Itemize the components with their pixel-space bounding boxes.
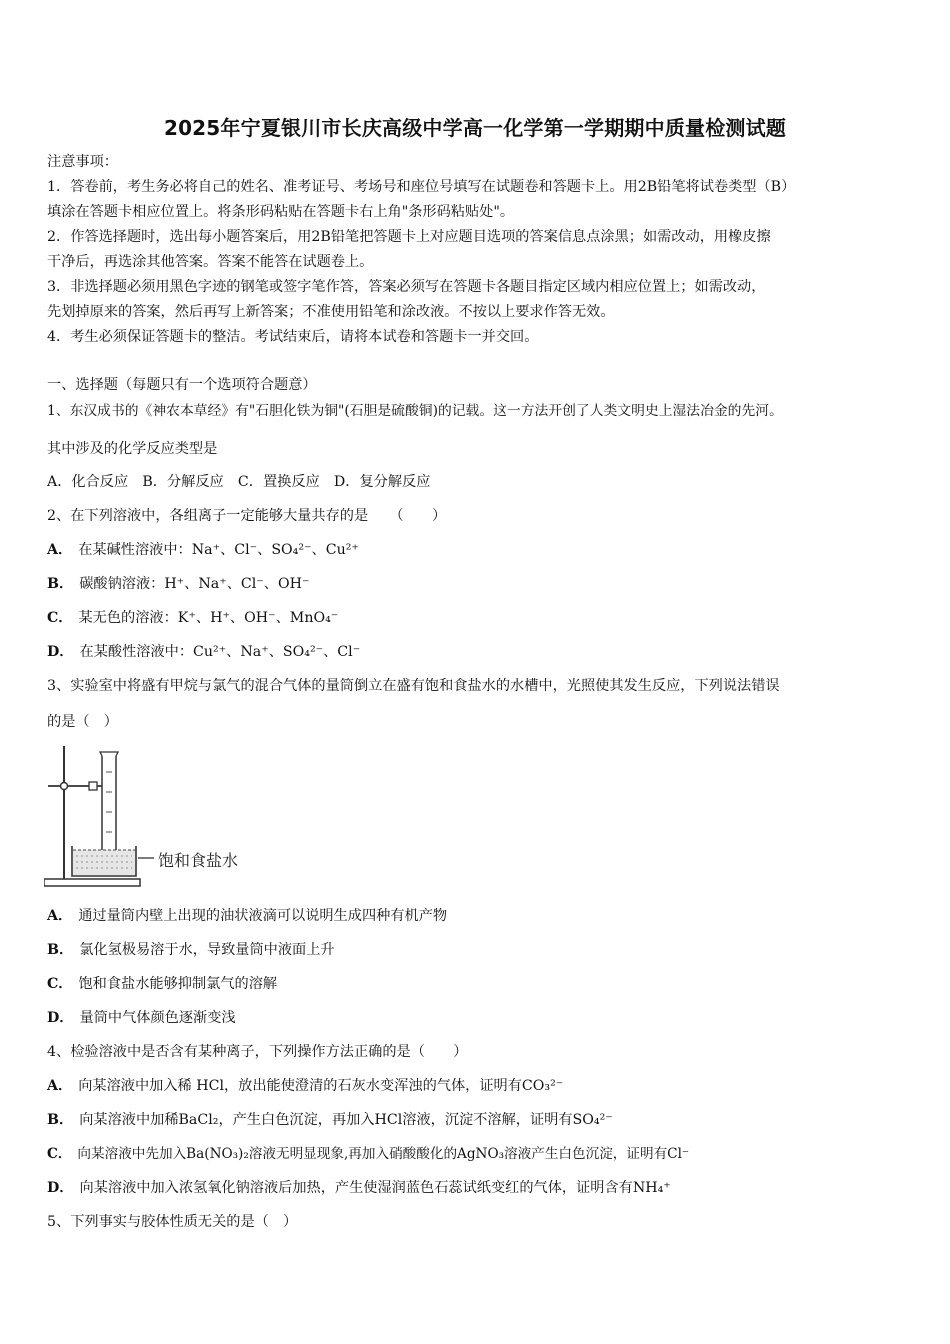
question-3-option-c bbox=[47, 975, 917, 993]
question-2-option-d bbox=[47, 643, 917, 661]
option-label: B． bbox=[47, 1112, 74, 1128]
option-text: 在某碱性溶液中：Na⁺、Cl⁻、SO₄²⁻、Cu²⁺ bbox=[78, 542, 359, 558]
section-heading: 一、选择题（每题只有一个选项符合题意） bbox=[47, 377, 317, 393]
question-4-option-d bbox=[47, 1179, 917, 1197]
option-label: A． bbox=[47, 542, 73, 558]
exam-title: 2025年宁夏银川市长庆高级中学高一化学第一学期期中质量检测试题 bbox=[163, 116, 787, 140]
apparatus-diagram bbox=[44, 742, 264, 892]
option-text: 氯化氢极易溶于水，导致量筒中液面上升 bbox=[79, 942, 335, 958]
option-label: C． bbox=[47, 610, 73, 626]
notice-line: 2．作答选择题时，选出每小题答案后，用2B铅笔把答题卡上对应题目选项的答案信息点涂黑；如需改动，用橡皮擦 bbox=[47, 229, 771, 245]
question-4-option-b bbox=[47, 1111, 917, 1129]
question-1-stem-cont: 其中涉及的化学反应类型是 bbox=[47, 441, 218, 457]
clamp-screw bbox=[61, 783, 68, 790]
notice-line: 1．答卷前，考生务必将自己的姓名、准考证号、考场号和座位号填写在试题卷和答题卡上。用2B铅笔将试卷类型（B） bbox=[47, 179, 796, 195]
option-label: D． bbox=[47, 1010, 74, 1026]
question-4-stem: 4、检验溶液中是否含有某种离子，下列操作方法正确的是（ ） bbox=[47, 1044, 468, 1060]
option-text: 向某溶液中先加入Ba(NO₃)₂溶液无明显现象,再加入硝酸酸化的AgNO₃溶液产生白色沉淀，证明有Cl⁻ bbox=[77, 1146, 690, 1162]
question-3-stem-cont: 的是（ ） bbox=[47, 714, 118, 730]
option-label: C． bbox=[47, 976, 73, 992]
question-3-option-a bbox=[47, 907, 917, 925]
notice-line: 干净后，再选涂其他答案。答案不能答在试题卷上。 bbox=[47, 254, 374, 270]
question-3-option-b bbox=[47, 941, 917, 959]
option-text: 向某溶液中加稀BaCl₂，产生白色沉淀，再加入HCl溶液，沉淀不溶解，证明有SO₄²⁻ bbox=[79, 1112, 613, 1128]
option-label: B． bbox=[47, 576, 74, 592]
option-label: A． bbox=[47, 908, 73, 924]
question-3-option-d bbox=[47, 1009, 917, 1027]
option-text: 向某溶液中加入浓氢氧化钠溶液后加热，产生使湿润蓝色石蕊试纸变红的气体，证明含有NH₄⁺ bbox=[79, 1180, 671, 1196]
question-2-option-a bbox=[47, 541, 917, 559]
option-label: B． bbox=[47, 942, 74, 958]
question-2-stem: 2、在下列溶液中，各组离子一定能够大量共存的是 （ ） bbox=[47, 508, 447, 524]
option-label: D． bbox=[47, 1180, 74, 1196]
option-text: 碳酸钠溶液：H⁺、Na⁺、Cl⁻、OH⁻ bbox=[79, 576, 310, 592]
notice-line: 4．考生必须保证答题卡的整洁。考试结束后，请将本试卷和答题卡一并交回。 bbox=[47, 329, 539, 345]
stand-base bbox=[44, 879, 140, 886]
question-5-stem: 5、下列事实与胶体性质无关的是（ ） bbox=[47, 1214, 298, 1230]
question-4-option-a bbox=[47, 1077, 917, 1095]
notice-line: 填涂在答题卡相应位置上。将条形码粘贴在答题卡右上角"条形码粘贴处"。 bbox=[47, 204, 515, 220]
saline-solution bbox=[73, 850, 135, 875]
option-text: 某无色的溶液：K⁺、H⁺、OH⁻、MnO₄⁻ bbox=[78, 610, 339, 626]
option-text: 饱和食盐水能够抑制氯气的溶解 bbox=[78, 976, 278, 992]
notice-line: 先划掉原来的答案，然后再写上新答案；不准使用铅笔和涂改液。不按以上要求作答无效。 bbox=[47, 304, 615, 320]
question-2-option-c bbox=[47, 609, 917, 627]
option-label: C． bbox=[47, 1146, 72, 1162]
question-4-option-c bbox=[47, 1145, 917, 1163]
option-label: D． bbox=[47, 644, 74, 660]
option-text: 向某溶液中加入稀 HCl，放出能使澄清的石灰水变浑浊的气体，证明有CO₃²⁻ bbox=[78, 1078, 564, 1094]
cylinder-rim bbox=[100, 752, 118, 756]
option-label: A． bbox=[47, 1078, 73, 1094]
question-2-option-b bbox=[47, 575, 917, 593]
question-1-stem: 1、东汉成书的《神农本草经》有"石胆化铁为铜"(石胆是硫酸铜)的记载。这一方法开创了人类文明史上湿法冶金的先河。 bbox=[47, 403, 783, 419]
option-text: 通过量筒内壁上出现的油状液滴可以说明生成四种有机产物 bbox=[78, 908, 448, 924]
notice-line: 3．非选择题必须用黑色字迹的钢笔或签字笔作答，答案必须写在答题卡各题目指定区域内相应位置上；如需改动， bbox=[47, 279, 766, 295]
question-1-options: A．化合反应 B．分解反应 C．置换反应 D．复分解反应 bbox=[47, 474, 431, 490]
option-text: 在某酸性溶液中：Cu²⁺、Na⁺、SO₄²⁻、Cl⁻ bbox=[79, 644, 361, 660]
question-3-stem: 3、实验室中将盛有甲烷与氯气的混合气体的量筒倒立在盛有饱和食盐水的水槽中，光照使其发生反应，下列说法错误 bbox=[47, 678, 780, 694]
notice-heading: 注意事项： bbox=[47, 154, 118, 170]
saline-label: 饱和食盐水 bbox=[158, 851, 239, 870]
clamp-jaw bbox=[89, 782, 97, 790]
option-text: 量筒中气体颜色逐渐变浅 bbox=[79, 1010, 236, 1026]
